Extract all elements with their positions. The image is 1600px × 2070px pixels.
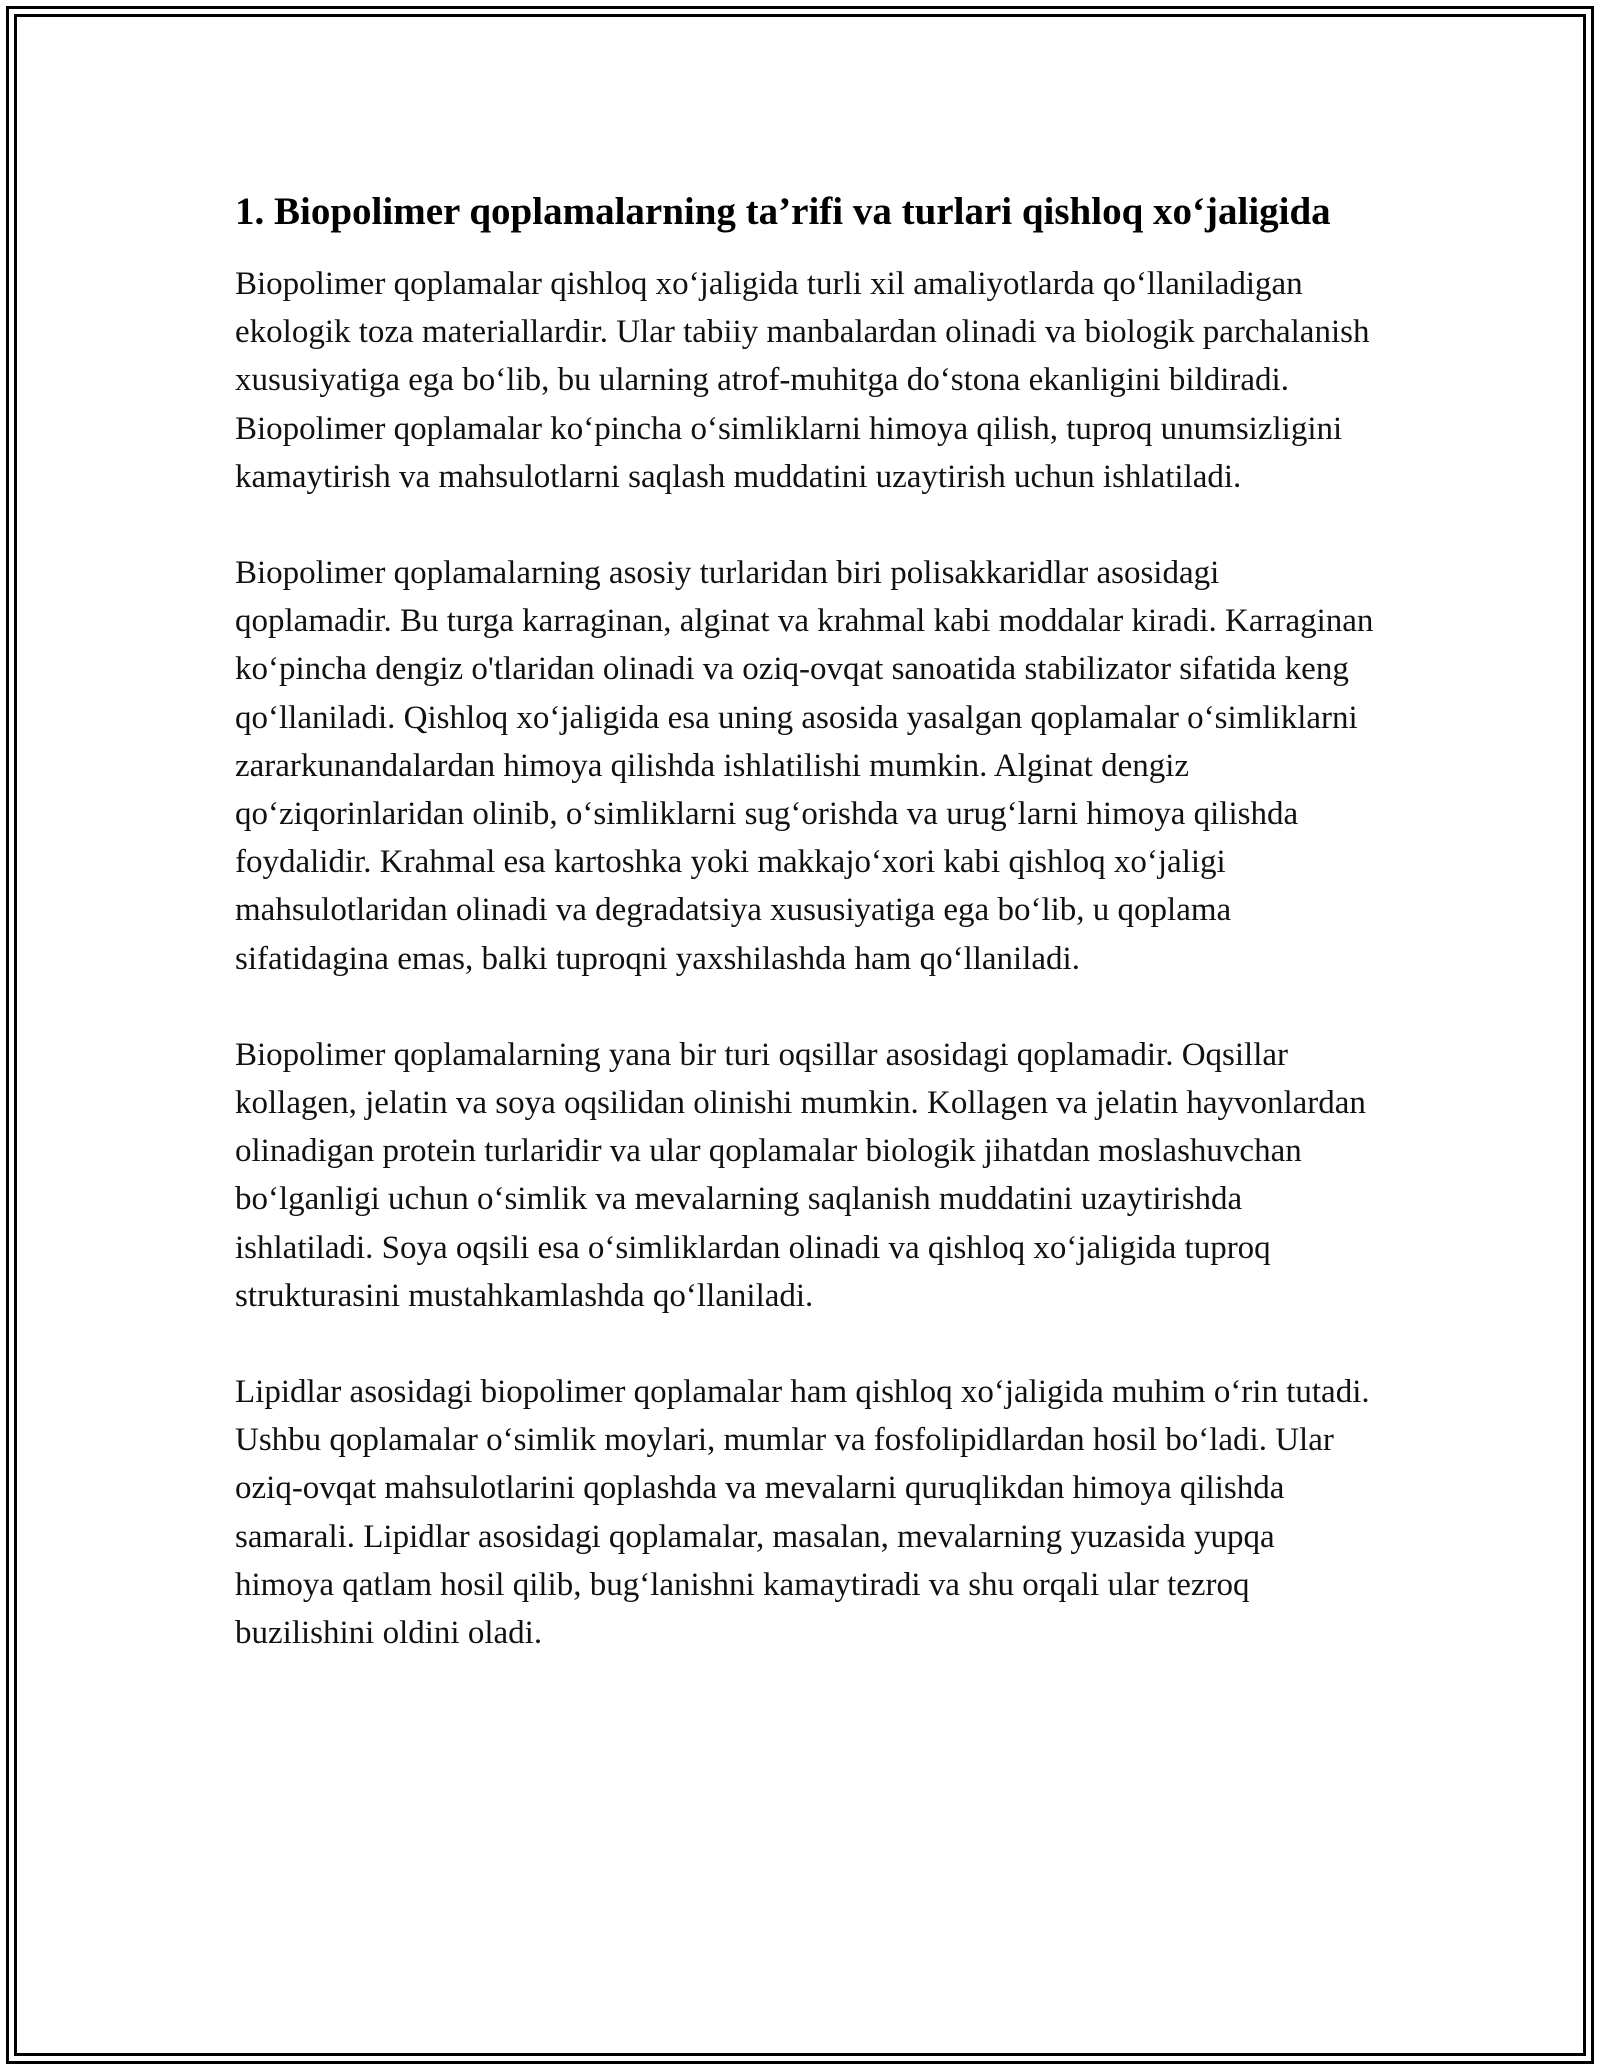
document-body	[235, 184, 1375, 1705]
section-heading: 1. Biopolimer qoplamalarning ta’rifi va turlari qishloq xo‘jaligida	[235, 190, 1331, 233]
paragraph-1: Biopolimer qoplamalar qishloq xo‘jaligida turli xil amaliyotlarda qo‘llaniladigan ekologik toza materiallardir. Ular tabiiy manbalardan olinadi va biologik parchalanish xususiyatiga ega bo‘lib, bu ularning atrof-muhitga do‘stona ekanligini bildiradi. Biopolimer qoplamalar ko‘pincha o‘simliklarni himoya qilish, tuproq unumsizligini kamaytirish va mahsulotlarni saqlash muddatini uzaytirish uchun ishlatiladi.	[235, 266, 1370, 495]
paragraph-2: Biopolimer qoplamalarning asosiy turlaridan biri polisakkaridlar asosidagi qoplamadir. Bu turga karraginan, alginat va krahmal kabi moddalar kiradi. Karraginan ko‘pincha dengiz o'tlaridan olinadi va oziq-ovqat sanoatida stabilizator sifatida keng qo‘llaniladi. Qishloq xo‘jaligida esa uning asosida yasalgan qoplamalar o‘simliklarni zararkunandalardan himoya qilishda ishlatilishi mumkin. Alginat dengiz qo‘ziqorinlaridan olinib, o‘simliklarni sug‘orishda va urug‘larni himoya qilishda foydalidir. Krahmal esa kartoshka yoki makkajo‘xori kabi qishloq xo‘jaligi mahsulotlaridan olinadi va degradatsiya xususiyatiga ega bo‘lib, u qoplama sifatidagina emas, balki tuproqni yaxshilashda ham qo‘llaniladi.	[235, 555, 1374, 977]
paragraph-3: Biopolimer qoplamalarning yana bir turi oqsillar asosidagi qoplamadir. Oqsillar kollagen, jelatin va soya oqsilidan olinishi mumkin. Kollagen va jelatin hayvonlardan olinadigan protein turlaridir va ular qoplamalar biologik jihatdan moslashuvchan bo‘lganligi uchun o‘simlik va mevalarning saqlanish muddatini uzaytirishda ishlatiladi. Soya oqsili esa o‘simliklardan olinadi va qishloq xo‘jaligida tuproq strukturasini mustahkamlashda qo‘llaniladi.	[235, 1036, 1366, 1314]
paragraph-4: Lipidlar asosidagi biopolimer qoplamalar ham qishloq xo‘jaligida muhim o‘rin tutadi. Ushbu qoplamalar o‘simlik moylari, mumlar va fosfolipidlardan hosil bo‘ladi. Ular oziq-ovqat mahsulotlarini qoplashda va mevalarni quruqlikdan himoya qilishda samarali. Lipidlar asosidagi qoplamalar, masalan, mevalarning yuzasida yupqa himoya qatlam hosil qilib, bug‘lanishni kamaytiradi va shu orqali ular tezroq buzilishini oldini oladi.	[235, 1374, 1370, 1652]
